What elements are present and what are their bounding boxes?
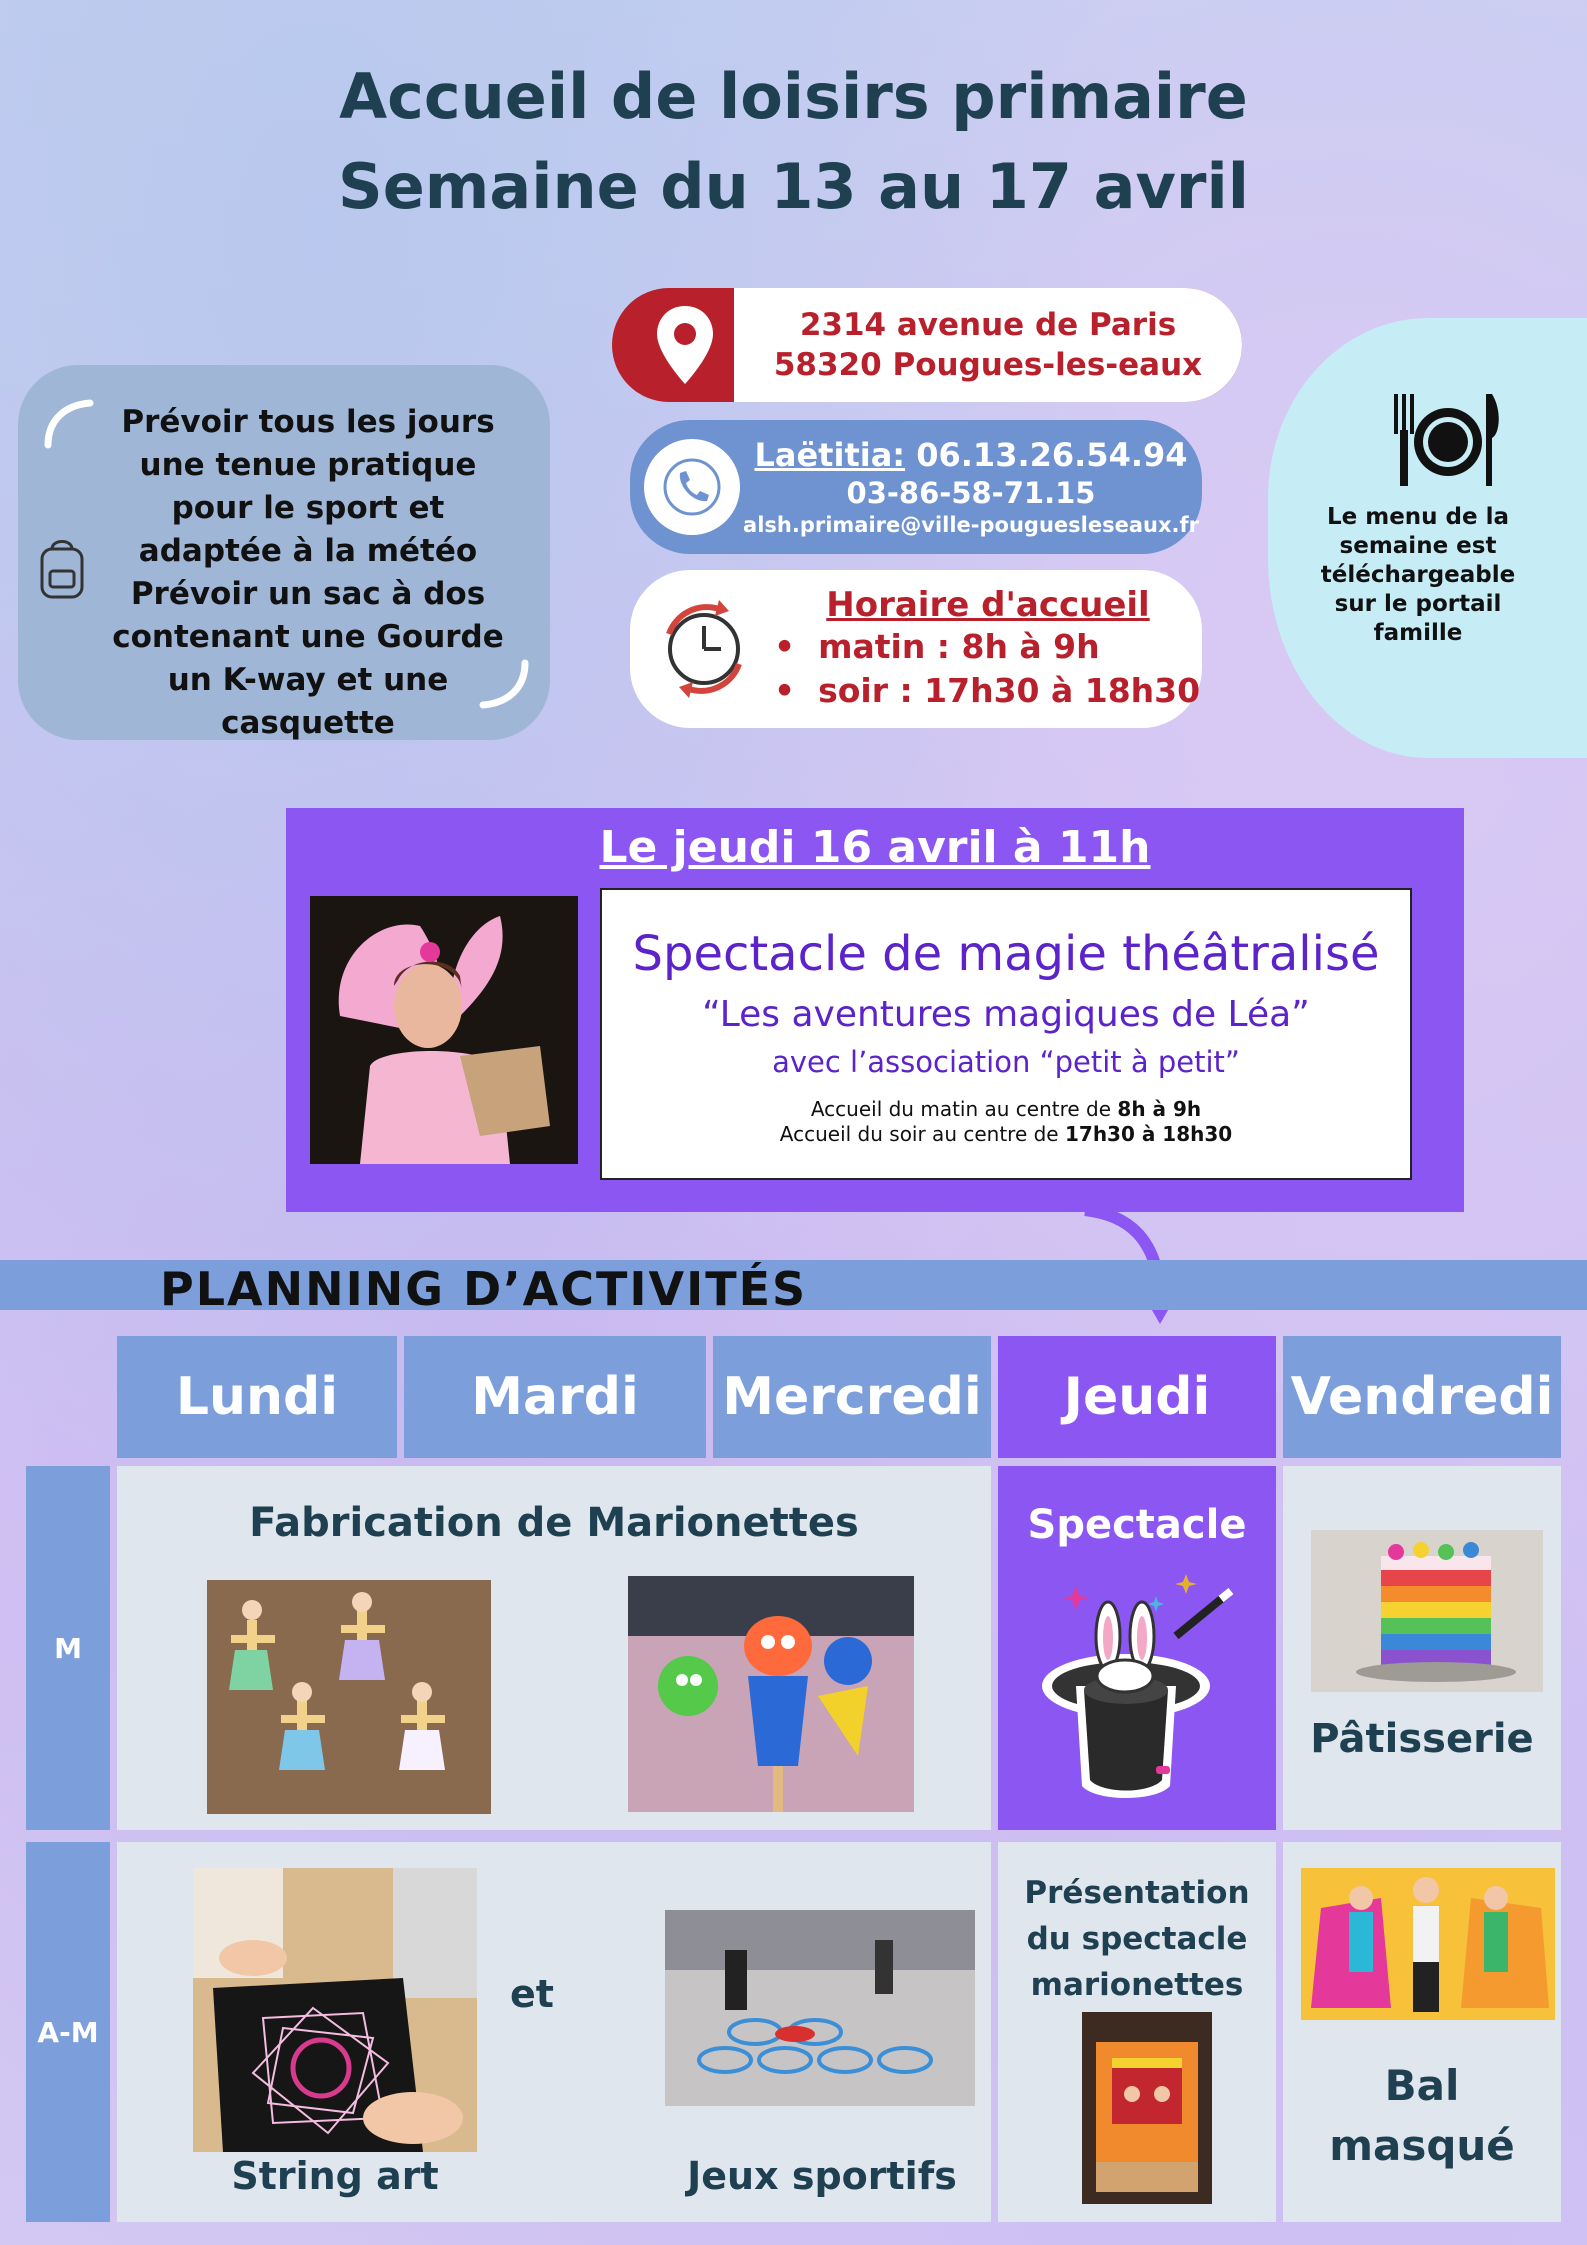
show-details — [600, 888, 1412, 1180]
hours-item-morning: • matin : 8h à 9h — [774, 627, 1100, 666]
equipment-note — [18, 365, 550, 740]
paper-dolls-photo — [207, 1580, 491, 1814]
contact-email[interactable]: alsh.primaire@ville-pouguesleseaux.fr — [743, 513, 1199, 537]
puppet-theater-photo — [1082, 2012, 1212, 2204]
planning-title: PLANNING D’ACTIVITÉS — [160, 1262, 808, 1316]
plate-cutlery-icon — [1388, 390, 1508, 490]
address-line1: 2314 avenue de Paris — [799, 307, 1177, 343]
activity-patisserie: Pâtisserie — [1310, 1716, 1534, 1762]
contact-name: Laëtitia: — [754, 436, 906, 474]
address-text — [734, 288, 1242, 402]
activity-marionettes: Fabrication de Marionettes — [249, 1500, 859, 1546]
activity-connector: et — [510, 1972, 554, 2016]
activity-spectacle: Spectacle — [1027, 1502, 1247, 1548]
day-header-thursday: Jeudi — [998, 1336, 1276, 1458]
show-title: Spectacle de magie théâtralisé — [632, 926, 1380, 982]
cell-morning-mon-wed — [117, 1466, 991, 1830]
clock-icon — [644, 589, 764, 709]
hours-text — [764, 585, 1202, 713]
activity-string-art: String art — [231, 2154, 439, 2198]
show-date: Le jeudi 16 avril à 11h — [599, 822, 1151, 873]
show-schedule: Accueil du matin au centre de 8h à 9h Accueil du soir au centre de 17h30 à 18h30 — [779, 1097, 1233, 1146]
show-banner — [286, 808, 1464, 1212]
hours-title: Horaire d'accueil — [826, 585, 1150, 625]
day-header-tuesday: Mardi — [404, 1336, 706, 1458]
day-header-wednesday: Mercredi — [713, 1336, 991, 1458]
activity-masked-ball: Bal masqué — [1329, 2061, 1515, 2170]
puppets-photo — [628, 1576, 914, 1812]
phone-icon — [644, 439, 740, 535]
contact-phone1[interactable]: 06.13.26.54.94 — [916, 436, 1188, 474]
costume-party-photo — [1301, 1868, 1555, 2020]
contact-pill — [630, 420, 1202, 554]
row-label-afternoon: A-M — [26, 1842, 110, 2222]
address-line2: 58320 Pougues-les-eaux — [773, 347, 1203, 383]
activity-sports-games: Jeux sportifs — [687, 2154, 957, 2198]
magician-photo — [310, 896, 578, 1164]
equipment-note-text: Prévoir tous les jours une tenue pratique pour le sport et adaptée à la météo Prévoir un sac à dos contenant une Gourde un K-way et une casquette — [112, 404, 504, 741]
cell-afternoon-thursday — [998, 1842, 1276, 2222]
day-header-friday: Vendredi — [1283, 1336, 1561, 1458]
magic-hat-icon — [1036, 1566, 1246, 1806]
location-pin-icon — [650, 297, 720, 393]
hours-pill — [630, 570, 1202, 728]
activity-presentation: Présentation du spectacle marionettes — [1024, 1875, 1250, 2003]
string-art-photo — [193, 1868, 477, 2152]
address-pill — [612, 288, 1242, 402]
menu-info-text: Le menu de la semaine est téléchargeable sur le portail famille — [1320, 504, 1516, 646]
menu-info — [1268, 318, 1587, 758]
hours-item-evening: • soir : 17h30 à 18h30 — [774, 671, 1201, 710]
cell-afternoon-mon-wed — [117, 1842, 991, 2222]
sports-games-photo — [665, 1910, 975, 2106]
cell-afternoon-friday — [1283, 1842, 1561, 2222]
rainbow-cake-photo — [1311, 1530, 1543, 1692]
page-title-line1: Accueil de loisirs primaire — [339, 60, 1248, 133]
page-title-line2: Semaine du 13 au 17 avril — [338, 150, 1249, 223]
contact-text — [740, 435, 1202, 539]
show-subtitle: “Les aventures magiques de Léa” — [702, 994, 1310, 1035]
cell-morning-friday — [1283, 1466, 1561, 1830]
contact-phone2[interactable]: 03-86-58-71.15 — [846, 476, 1096, 510]
day-header-monday: Lundi — [117, 1336, 397, 1458]
show-association: avec l’association “petit à petit” — [772, 1045, 1240, 1079]
row-label-morning: M — [26, 1466, 110, 1830]
cell-morning-thursday — [998, 1466, 1276, 1830]
